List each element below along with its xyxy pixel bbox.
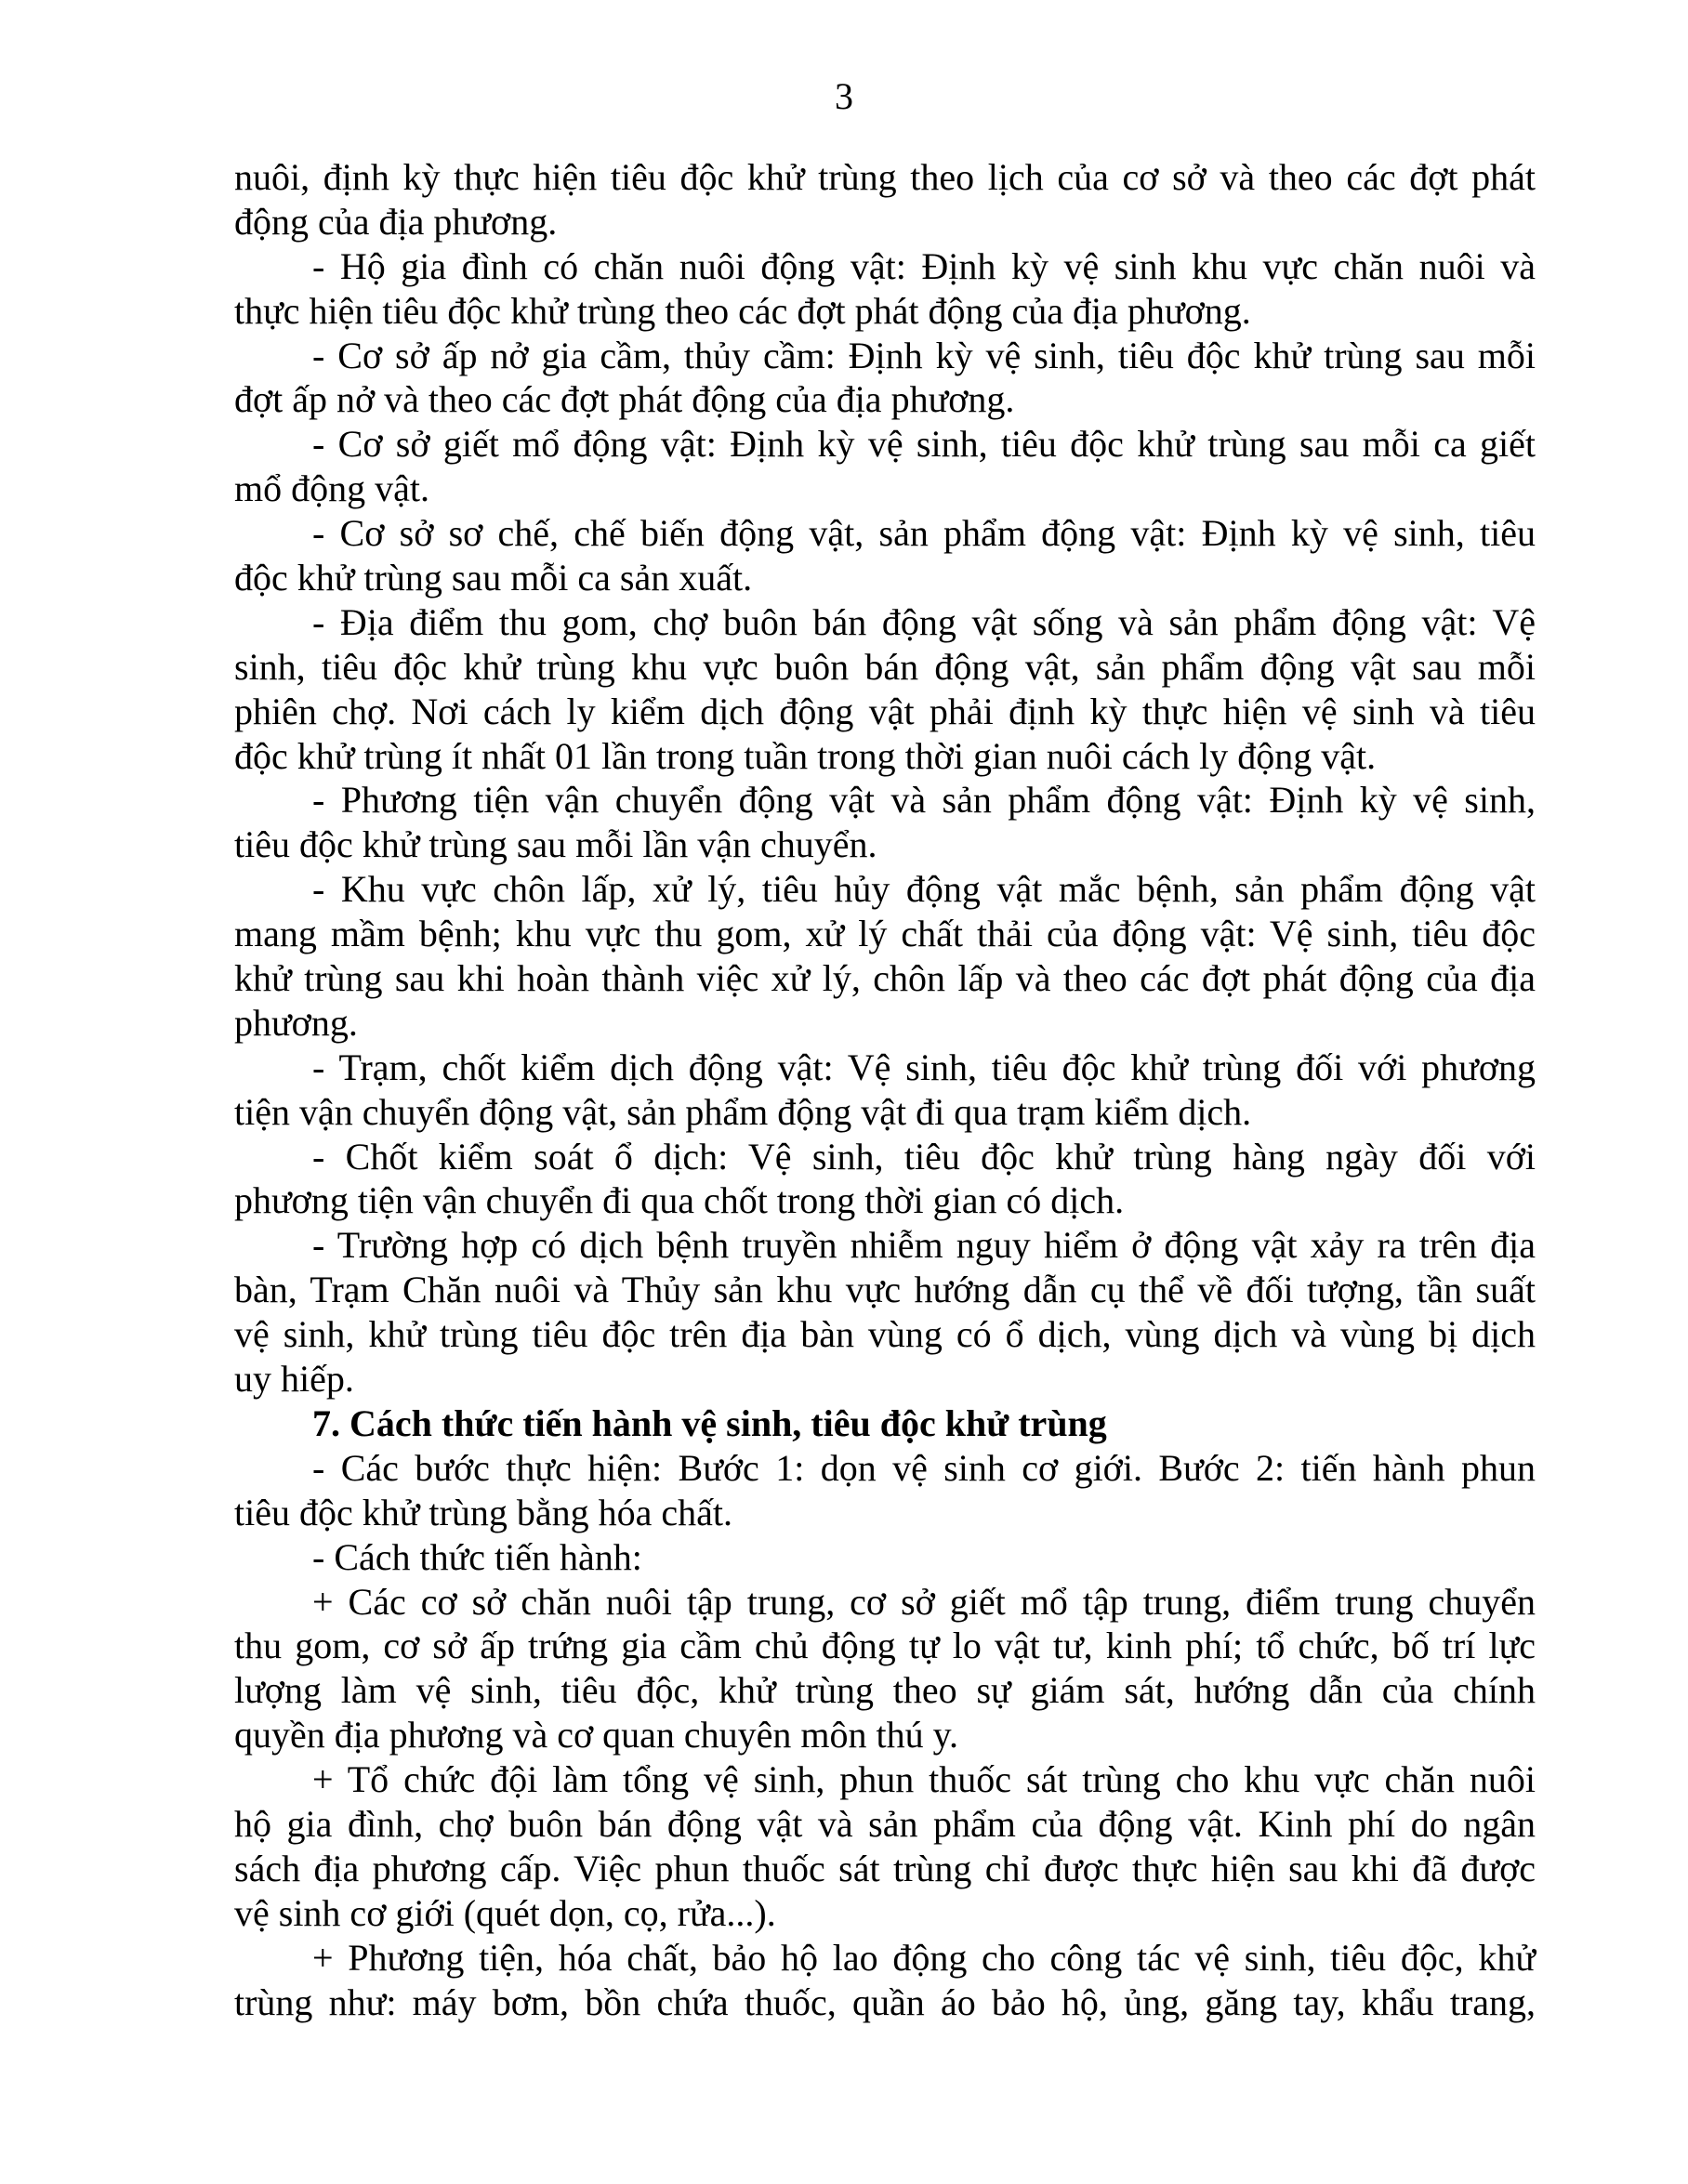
text-line: khử trùng sau khi hoàn thành việc xử lý, chôn lấp và theo các đợt phát động của địa: [234, 957, 1536, 1000]
text-line: đợt ấp nở và theo các đợt phát động của địa phương.: [234, 378, 1015, 421]
text-line: + Tổ chức đội làm tổng vệ sinh, phun thuốc sát trùng cho khu vực chăn nuôi: [312, 1758, 1536, 1801]
text-line: - Trường hợp có dịch bệnh truyền nhiễm nguy hiểm ở động vật xảy ra trên địa: [312, 1224, 1536, 1267]
text-line: - Địa điểm thu gom, chợ buôn bán động vật sống và sản phẩm động vật: Vệ: [312, 600, 1536, 643]
text-line: - Cơ sở giết mổ động vật: Định kỳ vệ sinh, tiêu độc khử trùng sau mỗi ca giết: [312, 423, 1536, 466]
text-line: - Các bước thực hiện: Bước 1: dọn vệ sinh cơ giới. Bước 2: tiến hành phun: [312, 1446, 1536, 1489]
paragraph: [234, 155, 1536, 244]
paragraph: [234, 1580, 1536, 1758]
text-line: thu gom, cơ sở ấp trứng gia cầm chủ động tự lo vật tư, kinh phí; tổ chức, bố trí lực: [234, 1625, 1536, 1667]
text-line: - Hộ gia đình có chăn nuôi động vật: Định kỳ vệ sinh khu vực chăn nuôi và: [312, 244, 1536, 287]
paragraph: [234, 1936, 1536, 2025]
paragraph: [234, 867, 1536, 1046]
paragraph: [234, 334, 1536, 423]
section-heading: [234, 1401, 1536, 1446]
text-line: sách địa phương cấp. Việc phun thuốc sát trùng chỉ được thực hiện sau khi đã được: [234, 1847, 1536, 1889]
text-line: tiện vận chuyển động vật, sản phẩm động vật đi qua trạm kiểm dịch.: [234, 1090, 1252, 1133]
heading-text: 7. Cách thức tiến hành vệ sinh, tiêu độc khử trùng: [312, 1401, 1107, 1444]
text-line: - Cơ sở sơ chế, chế biến động vật, sản phẩm động vật: Định kỳ vệ sinh, tiêu: [312, 512, 1536, 555]
text-line: uy hiếp.: [234, 1358, 354, 1401]
paragraph: [234, 1446, 1536, 1535]
paragraph: [234, 511, 1536, 600]
paragraph: [234, 422, 1536, 511]
text-line: bàn, Trạm Chăn nuôi và Thủy sản khu vực hướng dẫn cụ thể về đối tượng, tần suất: [234, 1269, 1536, 1311]
text-line: phương.: [234, 1001, 358, 1044]
text-line: + Các cơ sở chăn nuôi tập trung, cơ sở giết mổ tập trung, điểm trung chuyển: [312, 1580, 1536, 1623]
text-line: - Khu vực chôn lấp, xử lý, tiêu hủy động vật mắc bệnh, sản phẩm động vật: [312, 868, 1536, 911]
paragraph: [234, 1046, 1536, 1135]
text-line: tiêu độc khử trùng sau mỗi lần vận chuyển.: [234, 823, 877, 866]
document-body: [234, 155, 1536, 2024]
text-line: - Cách thức tiến hành:: [312, 1535, 642, 1578]
text-line: mổ động vật.: [234, 467, 429, 510]
text-line: vệ sinh, khử trùng tiêu độc trên địa bàn vùng có ổ dịch, vùng dịch và vùng bị dịch: [234, 1313, 1536, 1356]
text-line: độc khử trùng ít nhất 01 lần trong tuần trong thời gian nuôi cách ly động vật.: [234, 734, 1377, 777]
text-line: - Phương tiện vận chuyển động vật và sản phẩm động vật: Định kỳ vệ sinh,: [312, 779, 1536, 822]
text-line: lượng làm vệ sinh, tiêu độc, khử trùng theo sự giám sát, hướng dẫn của chính: [234, 1669, 1536, 1712]
text-line: độc khử trùng sau mỗi ca sản xuất.: [234, 557, 753, 599]
text-line: + Phương tiện, hóa chất, bảo hộ lao động cho công tác vệ sinh, tiêu độc, khử: [312, 1936, 1536, 1979]
text-line: tiêu độc khử trùng bằng hóa chất.: [234, 1491, 732, 1533]
text-line: - Trạm, chốt kiểm dịch động vật: Vệ sinh, tiêu độc khử trùng đối với phương: [312, 1046, 1536, 1088]
text-line: hộ gia đình, chợ buôn bán động vật và sản phẩm của động vật. Kinh phí do ngân: [234, 1802, 1536, 1845]
paragraph: [234, 600, 1536, 779]
page-number: 3: [835, 75, 853, 117]
text-line: mang mầm bệnh; khu vực thu gom, xử lý chất thải của động vật: Vệ sinh, tiêu độc: [234, 913, 1536, 955]
paragraph: [234, 244, 1536, 334]
paragraph: [234, 1535, 1536, 1580]
paragraph: [234, 778, 1536, 867]
text-line: phiên chợ. Nơi cách ly kiểm dịch động vật phải định kỳ thực hiện vệ sinh và tiêu: [234, 690, 1536, 732]
text-line: thực hiện tiêu độc khử trùng theo các đợt phát động của địa phương.: [234, 289, 1251, 332]
paragraph: [234, 1135, 1536, 1224]
text-line: nuôi, định kỳ thực hiện tiêu độc khử trùng theo lịch của cơ sở và theo các đợt phát: [234, 156, 1536, 198]
text-line: động của địa phương.: [234, 200, 558, 243]
text-line: trùng như: máy bơm, bồn chứa thuốc, quần áo bảo hộ, ủng, găng tay, khẩu trang,: [234, 1980, 1536, 2023]
text-line: - Cơ sở ấp nở gia cầm, thủy cầm: Định kỳ vệ sinh, tiêu độc khử trùng sau mỗi: [312, 334, 1536, 376]
paragraph: [234, 1757, 1536, 1936]
text-line: quyền địa phương và cơ quan chuyên môn thú y.: [234, 1714, 959, 1756]
text-line: vệ sinh cơ giới (quét dọn, cọ, rửa...).: [234, 1891, 776, 1934]
text-line: sinh, tiêu độc khử trùng khu vực buôn bán động vật, sản phẩm động vật sau mỗi: [234, 645, 1536, 688]
text-line: - Chốt kiểm soát ổ dịch: Vệ sinh, tiêu độc khử trùng hàng ngày đối với: [312, 1135, 1536, 1178]
text-line: phương tiện vận chuyển đi qua chốt trong thời gian có dịch.: [234, 1179, 1125, 1222]
paragraph: [234, 1223, 1536, 1401]
